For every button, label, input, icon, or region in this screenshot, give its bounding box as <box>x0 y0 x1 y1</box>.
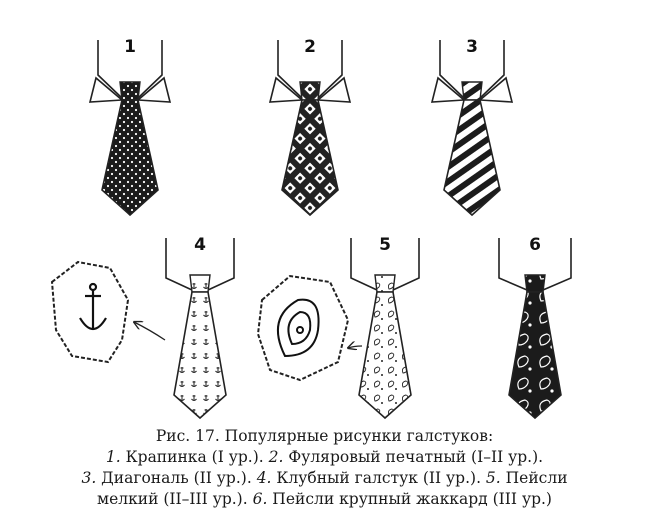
caption-item-text: Клубный галстук (II ур.). <box>271 469 486 487</box>
tie-3-diagonal <box>432 37 512 215</box>
tie-number-4: 4 <box>194 235 206 255</box>
tie-number-6: 6 <box>529 235 541 255</box>
caption-title: Рис. 17. Популярные рисунки галстуков: <box>155 427 494 445</box>
caption-item-number: 2. <box>268 448 284 466</box>
figure-caption <box>0 426 649 510</box>
paisley-motif-swatch <box>258 276 362 380</box>
tie-4-club <box>166 235 234 418</box>
tie-6-large-paisley <box>499 235 571 418</box>
tie-1-dots <box>90 37 170 215</box>
tie-number-3: 3 <box>466 37 478 57</box>
caption-item-number: 4. <box>256 469 272 487</box>
caption-item-text: Пейсли <box>500 469 568 487</box>
caption-item-text: Крапинка (I ур.). <box>120 448 269 466</box>
tie-number-2: 2 <box>304 37 316 57</box>
caption-item-text: Фуляровый печатный (I–II ур.). <box>283 448 544 466</box>
caption-item-number: 6. <box>252 490 268 508</box>
club-motif-swatch <box>52 262 165 362</box>
caption-line-3 <box>0 489 649 510</box>
caption-item-text: мелкий (II–III ур.). <box>97 490 253 508</box>
caption-item-number: 3. <box>81 469 97 487</box>
caption-line-1 <box>0 447 649 468</box>
caption-item-number: 5. <box>485 469 501 487</box>
tie-number-1: 1 <box>124 37 136 57</box>
tie-number-5: 5 <box>379 235 391 255</box>
caption-line-2 <box>0 468 649 489</box>
tie-5-small-paisley <box>351 235 419 418</box>
tie-2-foulard <box>270 37 350 215</box>
caption-item-text: Пейсли крупный жаккард (III ур.) <box>267 490 552 508</box>
caption-item-text: Диагональ (II ур.). <box>96 469 257 487</box>
caption-item-number: 1. <box>105 448 121 466</box>
